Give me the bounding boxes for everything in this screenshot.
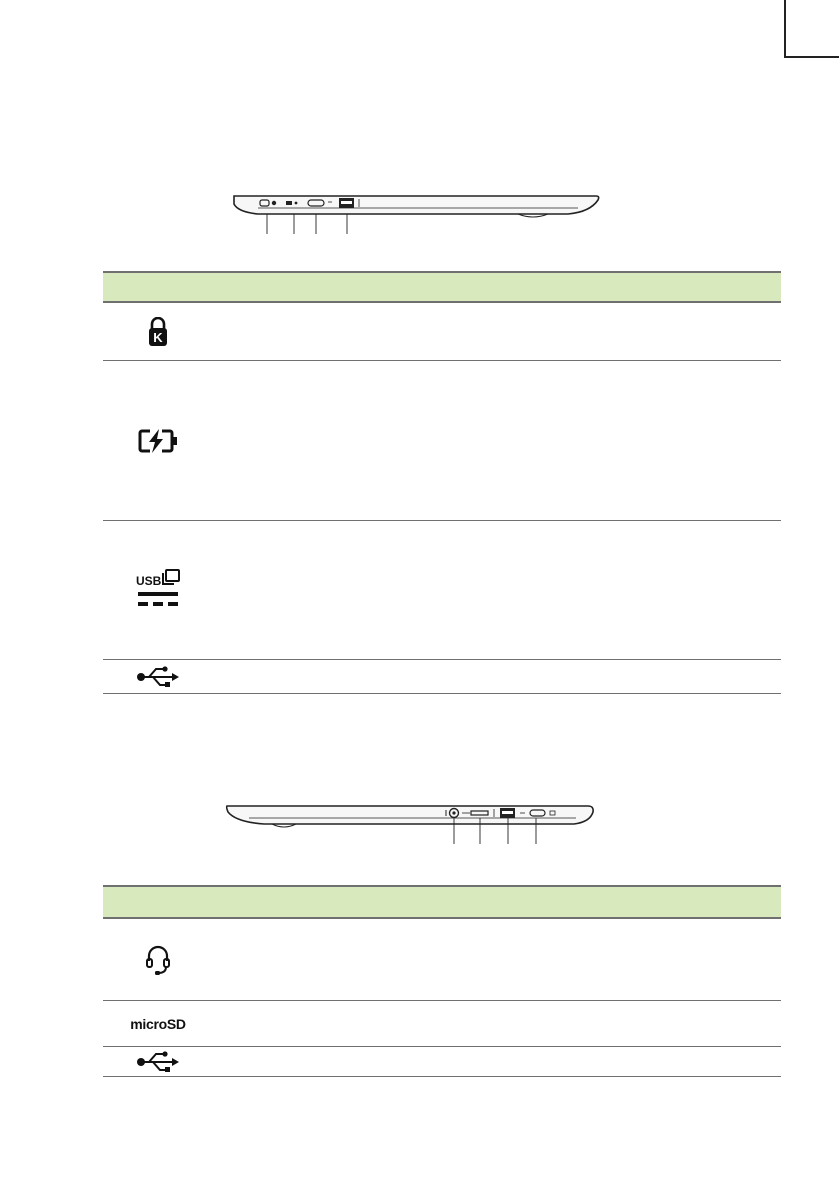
- right-side-view-illustration: [224, 802, 596, 848]
- left-side-view-illustration: [228, 190, 603, 238]
- headset-icon: [145, 944, 171, 976]
- crop-mark-vertical: [784, 0, 786, 58]
- svg-text:USB: USB: [136, 574, 162, 588]
- microsd-icon: microSD: [130, 1015, 186, 1032]
- right-side-ports-table: [103, 885, 781, 1077]
- usb-icon: [136, 1050, 180, 1074]
- left-side-ports-table: [103, 271, 781, 694]
- usb-displayport-icon: [136, 568, 180, 612]
- table-row: [103, 1047, 781, 1077]
- crop-mark-horizontal: [786, 56, 839, 58]
- table-row: [103, 1001, 781, 1047]
- battery-charging-icon: [138, 429, 178, 453]
- table-row: [103, 361, 781, 521]
- usb-icon: [136, 665, 180, 689]
- kensington-lock-icon: [147, 317, 169, 347]
- table-row: [103, 919, 781, 1001]
- table-header: [103, 885, 781, 919]
- table-row: [103, 660, 781, 694]
- table-row: [103, 521, 781, 660]
- table-header: [103, 271, 781, 303]
- svg-text:K: K: [153, 329, 163, 345]
- table-row: [103, 303, 781, 361]
